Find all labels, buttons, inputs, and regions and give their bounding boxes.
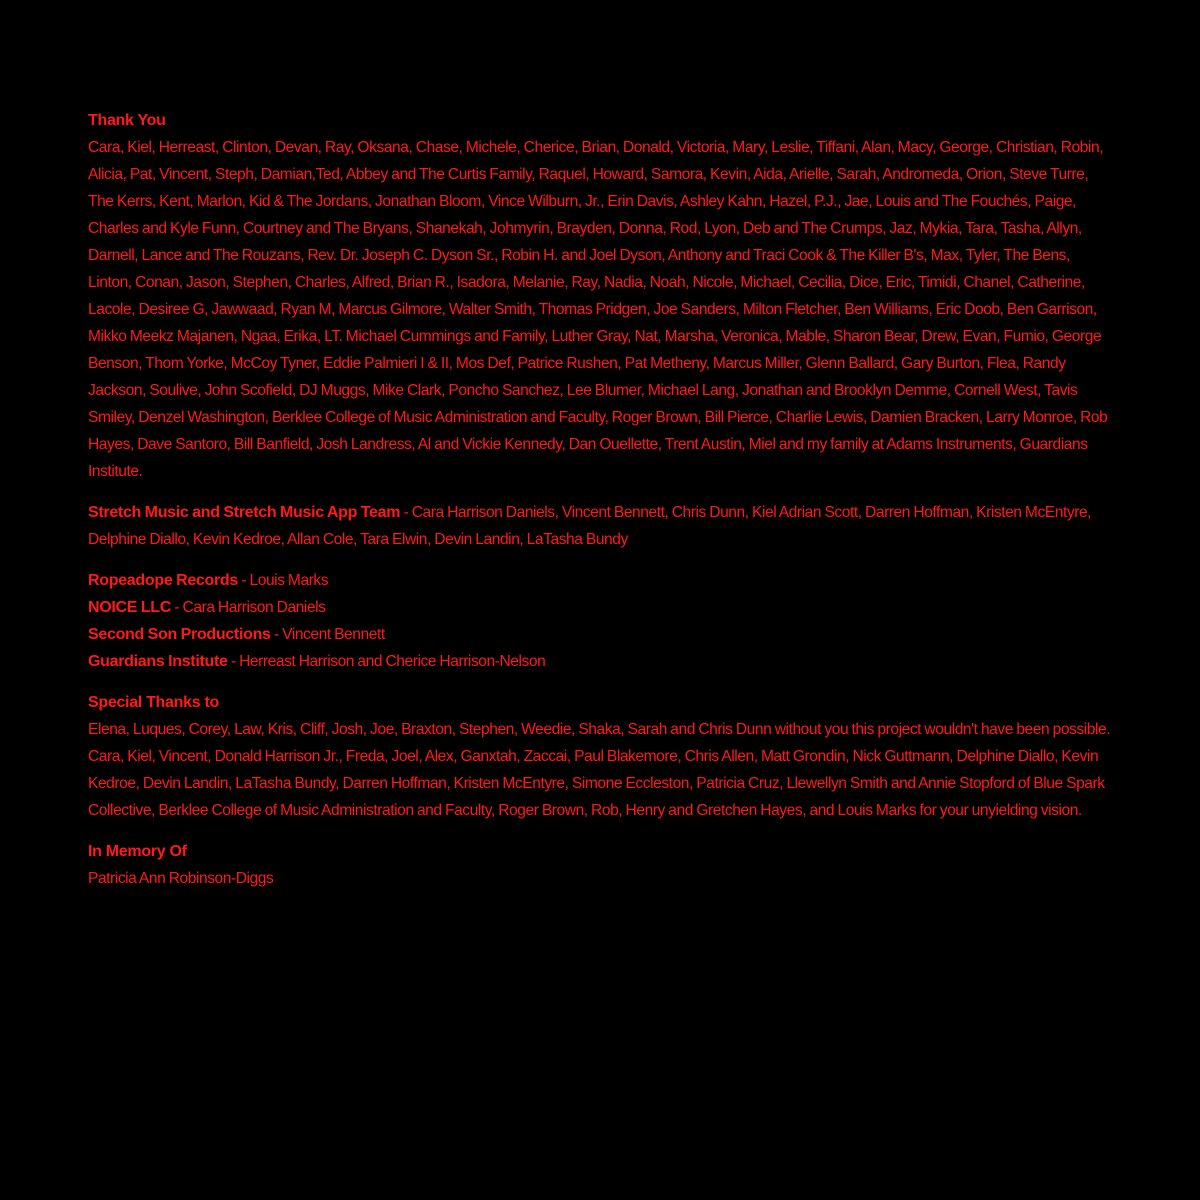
- credit-second-son: [88, 621, 1112, 648]
- credits-page: [88, 107, 1112, 906]
- special-thanks-heading: Special Thanks to: [88, 694, 219, 711]
- credit-label: NOICE LLC: [88, 599, 172, 616]
- credit-label: Guardians Institute: [88, 653, 228, 670]
- stretch-team-credit: [88, 499, 1112, 553]
- stretch-team-label: Stretch Music and Stretch Music App Team: [88, 504, 401, 521]
- stretch-team-section: [88, 499, 1112, 553]
- credit-label: Ropeadope Records: [88, 572, 238, 589]
- thank-you-heading: Thank You: [88, 112, 166, 129]
- thank-you-section: [88, 107, 1112, 485]
- credit-label: Second Son Productions: [88, 626, 271, 643]
- credit-text: - Cara Harrison Daniels: [171, 599, 326, 616]
- credit-ropeadope: [88, 567, 1112, 594]
- credit-guardians: [88, 648, 1112, 675]
- thank-you-text: Cara, Kiel, Herreast, Clinton, Devan, Ray, Oksana, Chase, Michele, Cherice, Brian, Donald, Victoria, Mary, Leslie, Tiffani, Alan, Macy, George, Christian, Robin, Alicia, Pat, Vincent, Steph, Damian,Ted, Abbey and The Curtis Family, Raquel, Howard, Samora, Kevin, Aida, Arielle, Sarah, Andromeda, Orion, Steve Turre, The Kerrs, Kent, Marlon, Kid & The Jordans, Jonathan Bloom, Vince Wilburn, Jr., Erin Davis, Ashley Kahn, Hazel, P.J., Jae, Louis and The Fouchés, Paige, Charles and Kyle Funn, Courtney and The Bryans, Shanekah, Johmyrin, Brayden, Donna, Rod, Lyon, Deb and The Crumps, Jaz, Mykia, Tara, Tasha, Allyn, Darnell, Lance and The Rouzans, Rev. Dr. Joseph C. Dyson Sr., Robin H. and Joel Dyson, Anthony and Traci Cook & The Killer B's, Max, Tyler, The Bens, Linton, Conan, Jason, Stephen, Charles, Alfred, Brian R., Isadora, Melanie, Ray, Nadia, Noah, Nicole, Michael, Cecilia, Dice, Eric, Timidi, Chanel, Catherine, Lacole, Desiree G, Jawwaad, Ryan M, Marcus Gilmore, Walter Smith, Thomas Pridgen, Joe Sanders, Milton Fletcher, Ben Williams, Eric Doob, Ben Garrison, Mikko Meekz Majanen, Ngaa, Erika, LT. Michael Cummings and Family, Luther Gray, Nat, Marsha, Veronica, Mable, Sharon Bear, Drew, Evan, Fumio, George Benson, Thom Yorke, McCoy Tyner, Eddie Palmieri I & II, Mos Def, Patrice Rushen, Pat Metheny, Marcus Miller, Glenn Ballard, Gary Burton, Flea, Randy Jackson, Soulive, John Scofield, DJ Muggs, Mike Clark, Poncho Sanchez, Lee Blumer, Michael Lang, Jonathan and Brooklyn Demme, Cornell West, Tavis Smiley, Denzel Washington, Berklee College of Music Administration and Faculty, Roger Brown, Bill Pierce, Charlie Lewis, Damien Bracken, Larry Monroe, Rob Hayes, Dave Santoro, Bill Banfield, Josh Landress, Al and Vickie Kennedy, Dan Ouellette, Trent Austin, Miel and my family at Adams Instruments, Guardians Institute.: [88, 139, 1108, 480]
- in-memory-text: Patricia Ann Robinson-Diggs: [88, 870, 274, 887]
- stretch-team-text: - Cara Harrison Daniels, Vincent Bennett, Chris Dunn, Kiel Adrian Scott, Darren Hoffman, Kristen McEntyre, Delphine Diallo, Kevin Kedroe, Allan Cole, Tara Elwin, Devin Landin, LaTasha Bundy: [88, 504, 1092, 548]
- label-credits-section: [88, 567, 1112, 675]
- credit-text: - Louis Marks: [238, 572, 329, 589]
- in-memory-section: [88, 838, 1112, 892]
- special-thanks-section: [88, 689, 1112, 824]
- credit-text: - Herreast Harrison and Cherice Harrison-Nelson: [227, 653, 546, 670]
- special-thanks-text: Elena, Luques, Corey, Law, Kris, Cliff, Josh, Joe, Braxton, Stephen, Weedie, Shaka, Sarah and Chris Dunn without you this project wouldn't have been possible. Cara, Kiel, Vincent, Donald Harrison Jr., Freda, Joel, Alex, Ganxtah, Zaccai, Paul Blakemore, Chris Allen, Matt Grondin, Nick Guttmann, Delphine Diallo, Kevin Kedroe, Devin Landin, LaTasha Bundy, Darren Hoffman, Kristen McEntyre, Simone Eccleston, Patricia Cruz, Llewellyn Smith and Annie Stopford of Blue Spark Collective, Berklee College of Music Administration and Faculty, Roger Brown, Rob, Henry and Gretchen Hayes, and Louis Marks for your unyielding vision.: [88, 721, 1111, 819]
- in-memory-heading: In Memory Of: [88, 843, 187, 860]
- credit-noice: [88, 594, 1112, 621]
- credit-text: - Vincent Bennett: [270, 626, 385, 643]
